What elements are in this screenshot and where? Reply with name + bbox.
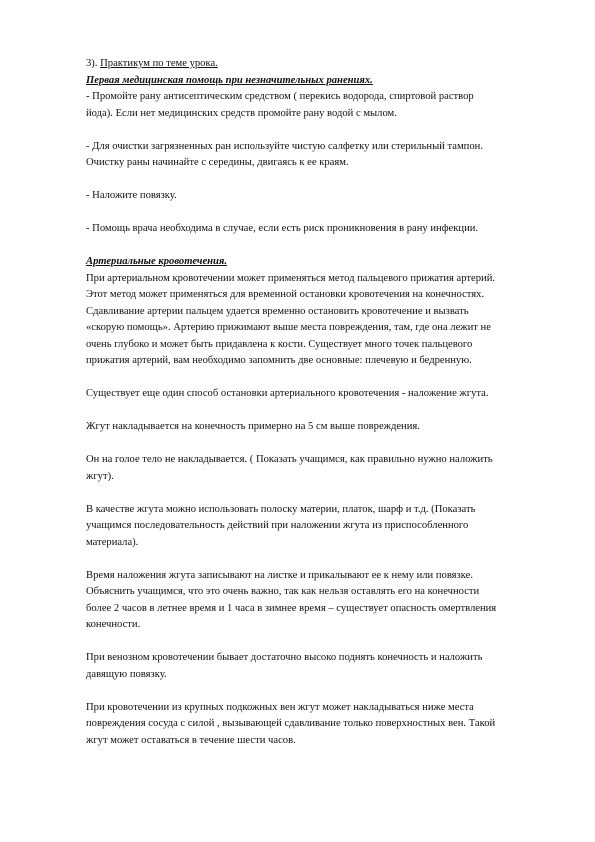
paragraph-improvised-tourniquet [86,502,546,552]
text-line: При артериальном кровотечении может применяться метод пальцевого прижатия артерий. [86,272,496,284]
text-line: конечности. [86,619,141,630]
text-line: При кровотечении из крупных подкожных вен жгут может накладываться ниже места [86,701,474,713]
text-line: Объяснить учащимся, что это очень важно, так как нельзя оставлять его на конечности [86,586,480,597]
text-line: очень глубоко и может быть придавлена к кости. Существует много точек пальцевого [86,338,473,350]
paragraph-bandage: - Наложите повязку. [86,190,177,201]
paragraph-clean-wound [86,139,546,172]
text-line: йода). Если нет медицинских средств промойте рану водой с мылом. [86,107,397,119]
text-line: При венозном кровотечении бывает достаточно высоко поднять конечность и наложить [86,652,483,663]
text-line: - Промойте рану антисептическим средством ( перекись водорода, спиртовой раствор [86,91,474,102]
text-line: прижатия артерий, вам необходимо запомнить две основные: плечевую и бедренную. [86,355,472,366]
section-heading [86,56,546,73]
paragraph-tourniquet-time [86,568,546,634]
text-line: материала). [86,536,139,548]
paragraph-doctor: - Помощь врача необходима в случае, если есть риск проникновения в рану инфекции. [86,223,479,234]
text-line: В качестве жгута можно использовать полоску материи, платок, шарф и т.д. (Показать [86,503,476,515]
paragraph-not-on-bare-skin [86,452,546,485]
text-line: Очистку раны начинайте с середины, двигаясь к ее краям. [86,157,349,168]
text-line: давящую повязку. [86,668,167,680]
text-line: Он на голое тело не накладывается. ( Показать учащимся, как правильно нужно наложить [86,454,493,465]
section-number: 3). [86,58,101,69]
paragraph-tourniquet-method: Существует еще один способ остановки артериального кровотечения - наложение жгута. [86,388,489,399]
paragraph-wash-wound [86,89,546,122]
text-line: «скорую помощь». Артерию прижимают выше места повреждения, там, где она лежит не [86,322,491,333]
paragraph-tourniquet-position: Жгут накладывается на конечность примерно на 5 см выше повреждения. [86,421,420,432]
paragraph-large-veins [86,700,546,750]
text-line: жгут может оставаться в течение шести часов. [86,734,296,746]
paragraph-finger-pressure [86,271,546,370]
text-line: - Для очистки загрязненных ран используйте чистую салфетку или стерильный тампон. [86,140,483,152]
text-line: жгут). [86,470,114,482]
heading-arterial-bleeding: Артериальные кровотечения. [86,256,228,267]
document-body [86,56,546,749]
section-title: Практикум по теме урока. [100,58,218,69]
text-line: учащимся последовательность действий при наложении жгута из приспособленного [86,520,469,531]
text-line: повреждения сосуда с силой , вызывающей сдавливание только поверхностных вен. Такой [86,718,496,729]
paragraph-venous-bleeding [86,650,546,683]
text-line: более 2 часов в летнее время и 1 часа в зимнее время – существует опасность омертвления [86,602,497,614]
text-line: Сдавливание артерии пальцем удается временно остановить кровотечение и вызвать [86,305,469,317]
text-line: Этот метод может применяться для временной остановки кровотечения на конечностях. [86,289,485,300]
text-line: Время наложения жгута записывают на листке и прикалывают ее к нему или повязке. [86,569,473,581]
heading-first-aid: Первая медицинская помощь при незначительных ранениях. [86,74,373,86]
